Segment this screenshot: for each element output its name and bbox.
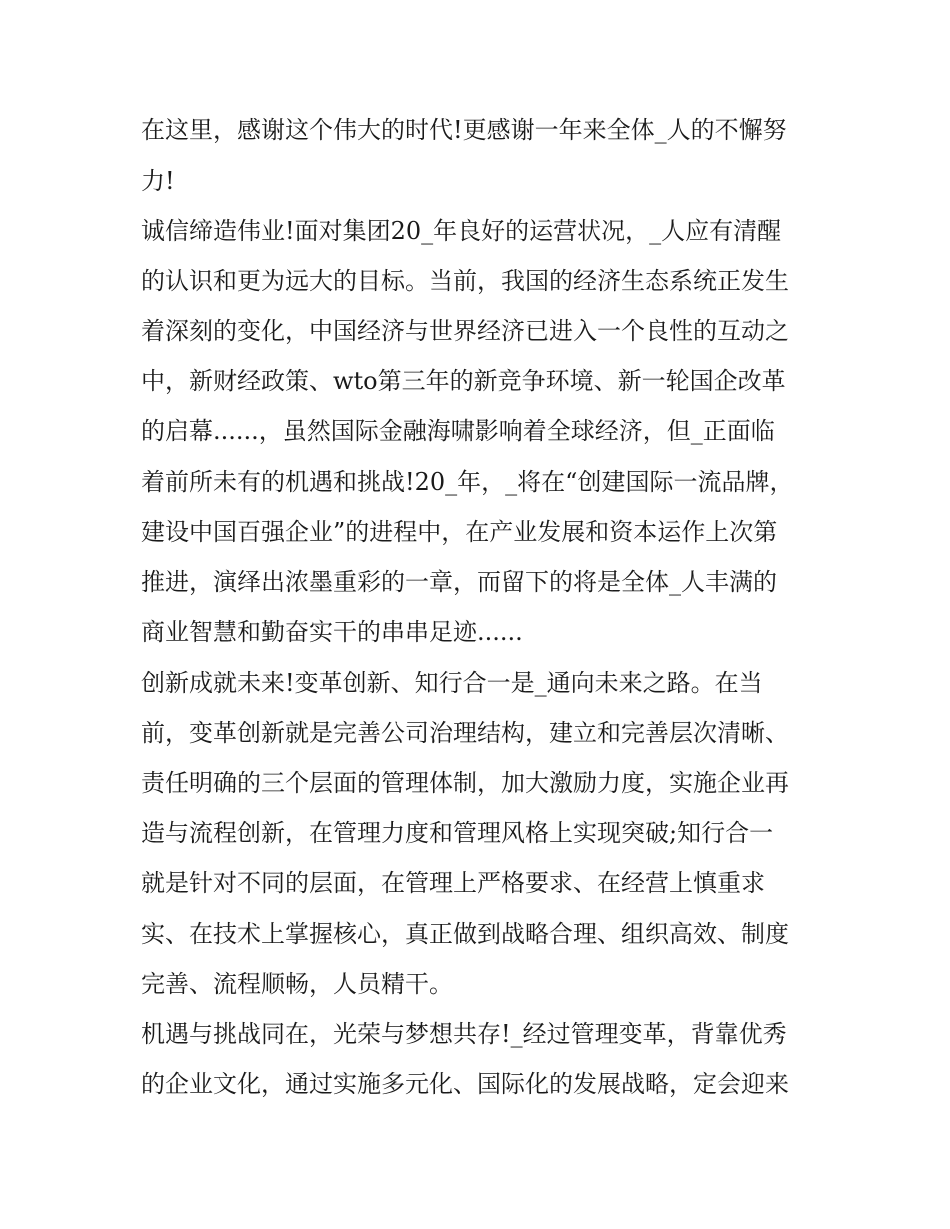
text-line: 的企业文化，通过实施多元化、国际化的发展战略，定会迎来 bbox=[141, 1070, 789, 1098]
text-line: 完善、流程顺畅，人员精干。 bbox=[141, 970, 453, 998]
text-line: 力! bbox=[141, 167, 175, 195]
text-line: 的认识和更为远大的目标。当前，我国的经济生态系统正发生 bbox=[141, 267, 789, 295]
text-line: 推进，演绎出浓墨重彩的一章，而留下的将是全体_人丰满的 bbox=[141, 568, 777, 596]
text-line: 在这里，感谢这个伟大的时代!更感谢一年来全体_人的不懈努 bbox=[141, 116, 787, 144]
text-line: 造与流程创新，在管理力度和管理风格上实现突破;知行合一 bbox=[141, 819, 774, 847]
text-line: 的启幕......，虽然国际金融海啸影响着全球经济，但_正面临 bbox=[141, 417, 775, 445]
text-line: 商业智慧和勤奋实干的串串足迹...... bbox=[141, 618, 523, 646]
text-line: 就是针对不同的层面，在管理上严格要求、在经营上慎重求 bbox=[141, 869, 765, 897]
text-line: 着前所未有的机遇和挑战!20_年，_将在“创建国际一流品牌， bbox=[141, 468, 794, 496]
text-line: 建设中国百强企业”的进程中，在产业发展和资本运作上次第 bbox=[141, 518, 778, 546]
text-line: 创新成就未来!变革创新、知行合一是_通向未来之路。在当 bbox=[141, 669, 763, 697]
text-line: 着深刻的变化，中国经济与世界经济已进入一个良性的互动之 bbox=[141, 317, 789, 345]
text-line: 前，变革创新就是完善公司治理结构，建立和完善层次清晰、 bbox=[141, 719, 789, 747]
text-line: 诚信缔造伟业!面对集团20_年良好的运营状况，_人应有清醒 bbox=[141, 217, 782, 245]
text-line: 机遇与挑战同在，光荣与梦想共存!_经过管理变革，背靠优秀 bbox=[141, 1020, 787, 1048]
text-line: 实、在技术上掌握核心，真正做到战略合理、组织高效、制度 bbox=[141, 920, 789, 948]
text-line: 责任明确的三个层面的管理体制，加大激励力度，实施企业再 bbox=[141, 769, 789, 797]
text-line: 中，新财经政策、wto第三年的新竞争环境、新一轮国企改革 bbox=[141, 367, 786, 395]
